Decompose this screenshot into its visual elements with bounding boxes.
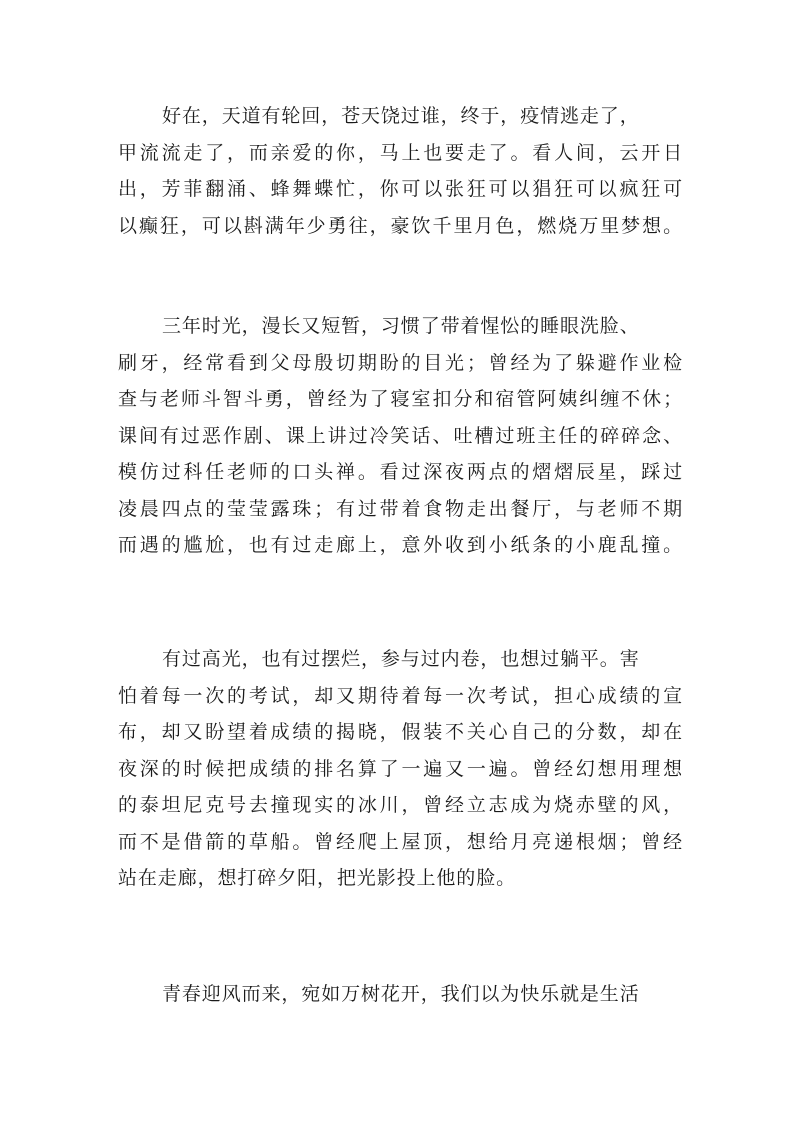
text-line: 而不是借箭的草船。曾经爬上屋顶，想给月亮递根烟；曾经: [118, 830, 683, 853]
text-line: 布，却又盼望着成绩的揭晓，假装不关心自己的分数，却在: [118, 721, 683, 743]
text-line: 有过高光，也有过摆烂，参与过内卷，也想过躺平。害: [162, 648, 640, 670]
text-line: 甲流流走了，而亲爱的你，马上也要走了。看人间，云开日: [118, 141, 683, 164]
paragraph-1: [118, 98, 683, 244]
paragraph-4: [118, 976, 683, 1013]
paragraph-3: [118, 641, 683, 897]
text-line: 而遇的尴尬，也有过走廊上，意外收到小纸条的小鹿乱撞。: [118, 534, 683, 556]
text-line: 的泰坦尼克号去撞现实的冰川，曾经立志成为烧赤壁的风，: [118, 794, 683, 816]
text-line: 夜深的时候把成绩的排名算了一遍又一遍。曾经幻想用理想: [118, 757, 683, 780]
text-line: 课间有过恶作剧、课上讲过冷笑话、吐槽过班主任的碎碎念、: [118, 424, 683, 447]
text-line: 站在走廊，想打碎夕阳，把光影投上他的脸。: [118, 867, 517, 889]
text-line: 出，芳菲翻涌、蜂舞蝶忙，你可以张狂可以猖狂可以疯狂可: [118, 178, 683, 200]
text-line: 好在，天道有轮回，苍天饶过谁，终于，疫情逃走了，: [162, 105, 640, 127]
text-line: 凌晨四点的莹莹露珠；有过带着食物走出餐厅，与老师不期: [118, 497, 683, 520]
text-line: 三年时光，漫长又短暂，习惯了带着惺忪的睡眼洗脸、: [162, 315, 640, 337]
text-line: 怕着每一次的考试，却又期待着每一次考试，担心成绩的宣: [118, 684, 683, 707]
paragraph-2: [118, 308, 683, 564]
text-line: 青春迎风而来，宛如万树花开，我们以为快乐就是生活: [162, 983, 640, 1005]
text-line: 刷牙，经常看到父母殷切期盼的目光；曾经为了躲避作业检: [118, 351, 683, 374]
text-line: 查与老师斗智斗勇，曾经为了寝室扣分和宿管阿姨纠缠不休；: [118, 388, 683, 410]
text-line: 以癫狂，可以斟满年少勇往，豪饮千里月色，燃烧万里梦想。: [118, 214, 683, 237]
text-line: 模仿过科任老师的口头禅。看过深夜两点的熠熠辰星，踩过: [118, 461, 683, 483]
